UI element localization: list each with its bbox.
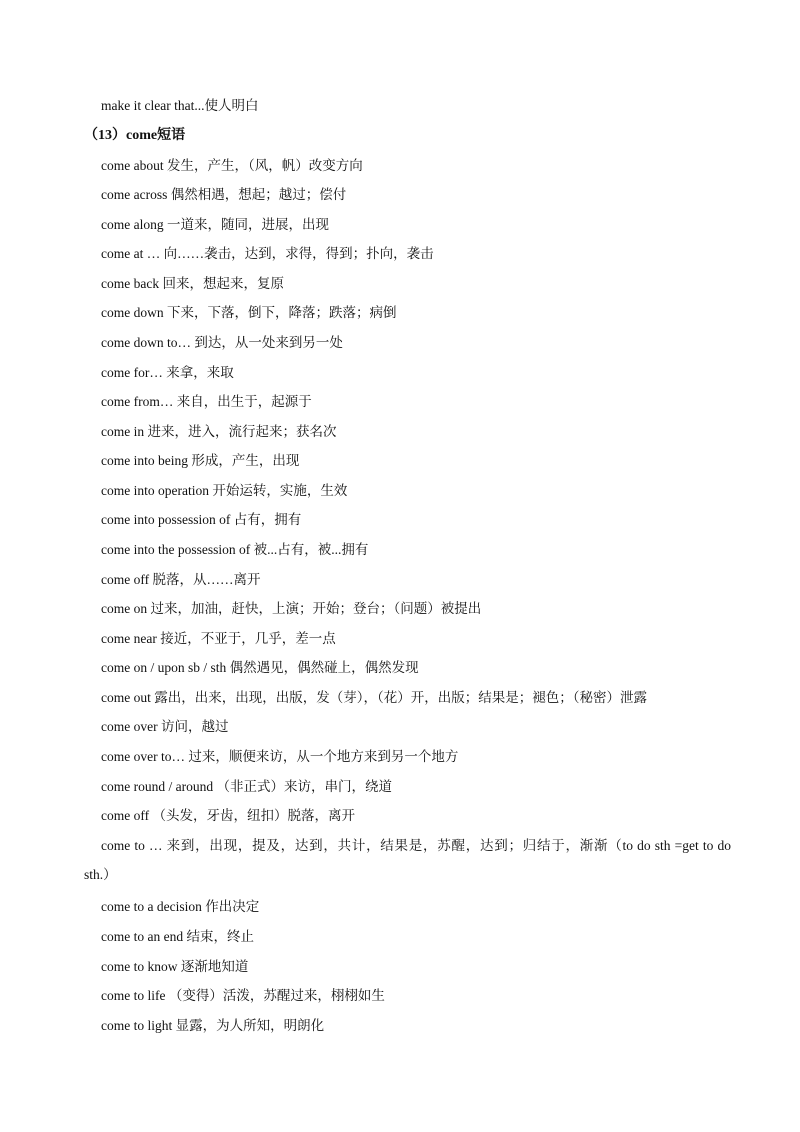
- list-item: come into operation 开始运转，实施，生效: [101, 483, 348, 498]
- list-item: come in 进来，进入，流行起来；获名次: [101, 424, 337, 439]
- list-item: come across 偶然相遇，想起；越过；偿付: [101, 187, 347, 202]
- list-item: come back 回来，想起来，复原: [101, 276, 284, 291]
- list-item: come over to… 过来，顺便来访，从一个地方来到另一个地方: [101, 749, 459, 764]
- list-item: come to know 逐渐地知道: [101, 959, 249, 974]
- list-item-continuation: sth.）: [84, 867, 117, 882]
- list-item: come out 露出，出来，出现，出版，发（芽），（花）开，出版；结果是；褪色；（秘密）泄露: [101, 690, 647, 705]
- list-item: come off 脱落，从……离开: [101, 572, 261, 587]
- list-item: come from… 来自，出生于，起源于: [101, 394, 312, 409]
- list-item: come to an end 结束，终止: [101, 929, 254, 944]
- list-item: come about 发生，产生，（风，帆）改变方向: [101, 158, 363, 173]
- list-item: come down to… 到达，从一处来到另一处: [101, 335, 343, 350]
- list-item: come for… 来拿，来取: [101, 365, 234, 380]
- list-item: come off （头发，牙齿，纽扣）脱落，离开: [101, 808, 355, 823]
- list-item: come on 过来，加油，赶快，上演；开始；登台；（问题）被提出: [101, 601, 482, 616]
- list-item: come over 访问，越过: [101, 719, 229, 734]
- list-item: come into possession of 占有，拥有: [101, 512, 302, 527]
- intro-line: make it clear that...使人明白: [101, 98, 259, 113]
- list-item: come near 接近，不亚于，几乎，差一点: [101, 631, 336, 646]
- list-item: come to … 来到，出现，提及，达到，共计，结果是，苏醒，达到；归结于，渐渐（to do sth =get to do: [101, 838, 731, 853]
- list-item: come on / upon sb / sth 偶然遇见，偶然碰上，偶然发现: [101, 660, 419, 675]
- list-item: come into being 形成，产生，出现: [101, 453, 300, 468]
- list-item: come at … 向……袭击，达到，求得，得到；扑向，袭击: [101, 246, 434, 261]
- list-item: come down 下来，下落，倒下，降落；跌落；病倒: [101, 305, 397, 320]
- list-item: come to life （变得）活泼，苏醒过来，栩栩如生: [101, 988, 385, 1003]
- section-heading: （13）come短语: [84, 128, 186, 143]
- list-item: come round / around （非正式）来访，串门，绕道: [101, 779, 392, 794]
- list-item: come into the possession of 被...占有，被...拥有: [101, 542, 369, 557]
- list-item: come to light 显露，为人所知，明朗化: [101, 1018, 325, 1033]
- list-item: come to a decision 作出决定: [101, 899, 260, 914]
- list-item: come along 一道来，随同，进展，出现: [101, 217, 329, 232]
